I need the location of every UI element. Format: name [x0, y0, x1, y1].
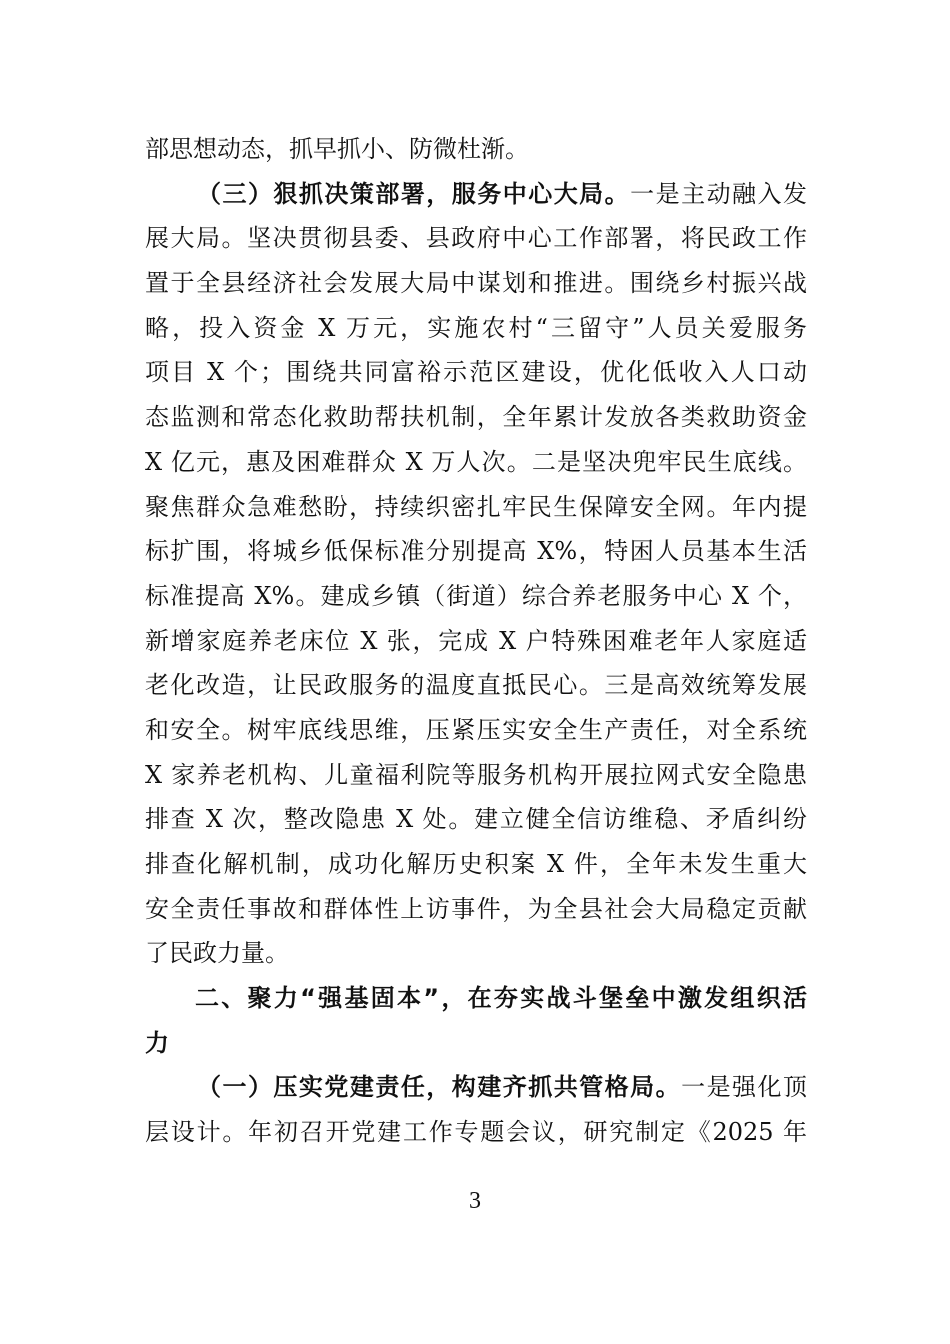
text-line: [145, 350, 807, 395]
body-text: 聚焦群众急难愁盼，持续织密扎牢民生保障安全网。年内提: [145, 492, 807, 521]
body-text: 排查化解机制，成功化解历史积案 X 件，全年未发生重大: [145, 850, 807, 878]
body-text: 了民政力量。: [145, 939, 289, 968]
text-line: [145, 395, 807, 440]
text-line: [145, 574, 807, 619]
text-line: [145, 440, 807, 485]
body-text: 和安全。树牢底线思维，压紧压实安全生产责任，对全系统: [145, 715, 807, 744]
body-text: 标准提高 X%。建成乡镇（街道）综合养老服务中心 X 个，: [145, 581, 807, 610]
subheading-text: （一）压实党建责任，构建齐抓共管格局。: [197, 1072, 682, 1102]
body-text: 态监测和常态化救助帮扶机制，全年累计发放各类救助资金: [145, 403, 807, 432]
body-text: 一是主动融入发: [630, 179, 808, 208]
text-line: [145, 529, 807, 574]
text-line: [145, 887, 807, 932]
body-text: 层设计。年初召开党建工作专题会议，研究制定《2025 年: [145, 1118, 807, 1147]
body-text: 部思想动态，抓早抓小、防微杜渐。: [145, 135, 529, 163]
text-line: [145, 172, 807, 217]
text-line: [145, 216, 807, 261]
heading-text: 二、聚力“强基固本”，在夯实战斗堡垒中激发组织活: [195, 984, 807, 1013]
body-text: 老化改造，让民政服务的温度直抵民心。三是高效统筹发展: [145, 671, 807, 700]
text-line: [145, 306, 807, 351]
text-line: [145, 619, 807, 664]
body-text: 标扩围，将城乡低保标准分别提高 X%，特困人员基本生活: [145, 537, 807, 566]
section-heading-line: [145, 976, 807, 1021]
page-number: 3: [469, 1188, 481, 1214]
text-line: [145, 485, 807, 530]
body-text: 项目 X 个；围绕共同富裕示范区建设，优化低收入人口动: [145, 358, 807, 387]
text-line: [145, 663, 807, 708]
body-text: 新增家庭养老床位 X 张，完成 X 户特殊困难老年人家庭适: [145, 626, 807, 655]
text-line: [145, 261, 807, 306]
document-body: [145, 127, 807, 1155]
text-line: [145, 1110, 807, 1155]
body-text: 展大局。坚决贯彻县委、县政府中心工作部署，将民政工作: [145, 224, 807, 253]
text-line: [145, 1065, 807, 1110]
body-text: 排查 X 次，整改隐患 X 处。建立健全信访维稳、矛盾纠纷: [145, 805, 807, 834]
text-line: [145, 842, 807, 887]
body-text: 安全责任事故和群体性上访事件，为全县社会大局稳定贡献: [145, 894, 807, 923]
heading-text: 力: [145, 1028, 169, 1057]
section-heading-line: [145, 1021, 807, 1066]
text-line: [145, 127, 807, 172]
text-line: [145, 931, 807, 976]
subheading-text: （三）狠抓决策部署，服务中心大局。: [197, 178, 631, 208]
body-text: 一是强化顶: [681, 1073, 808, 1102]
body-text: X 亿元，惠及困难群众 X 万人次。二是坚决兜牢民生底线。: [145, 447, 807, 476]
text-line: [145, 797, 807, 842]
text-line: [145, 708, 807, 753]
text-line: [145, 753, 807, 798]
body-text: 置于全县经济社会发展大局中谋划和推进。围绕乡村振兴战: [145, 269, 807, 298]
body-text: 略，投入资金 X 万元，实施农村“三留守”人员关爱服务: [145, 313, 807, 342]
body-text: X 家养老机构、儿童福利院等服务机构开展拉网式安全隐患: [145, 760, 807, 789]
